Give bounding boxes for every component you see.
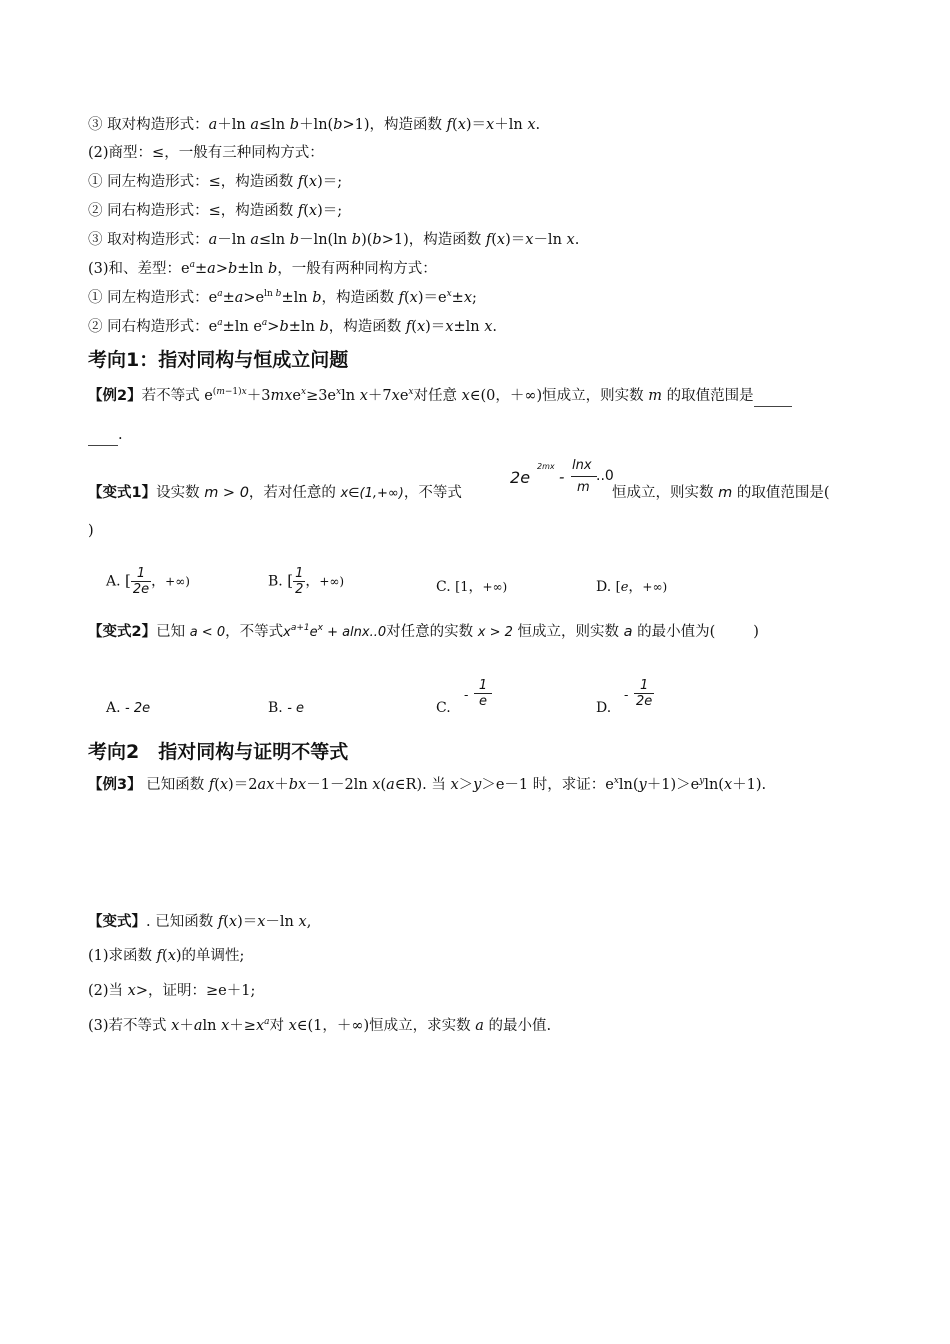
option-a[interactable]: A. [ $\frac{1}{2e}$ ，+∞) xyxy=(106,566,190,597)
example-3: 【例3】 已知函数 f(x)＝2ax＋bx－1－2ln x(a∈R). 当 x＞y＞e－1 时，求证：$e^x\ln(y+1)>e^y\ln(x+1)$. xyxy=(88,776,767,793)
variant-tag: 【变式1】 xyxy=(88,485,157,501)
answer-blank xyxy=(88,425,118,446)
condition-x: x∈(1,+∞) xyxy=(340,486,404,501)
option-c[interactable]: C. [1，+∞) xyxy=(436,579,508,595)
variant-tag: 【变式2】 xyxy=(88,624,157,640)
example-tag: 【例3】 xyxy=(88,777,142,793)
condition-x: x > 2 xyxy=(477,625,513,640)
condition-a: a < 0 xyxy=(189,625,226,640)
text-line: ③ 取对构造形式：a－ln a≤ln b－ln(ln b)(b>1)，构造函数 f(x)＝x－ln x. xyxy=(88,232,580,248)
example-tag: 【例2】 xyxy=(88,388,142,404)
condition-m: m > 0 xyxy=(204,485,249,501)
text-line: 恒成立，则实数 m 的取值范围是( xyxy=(612,485,830,501)
variant-2: 【变式2】已知 a < 0，不等式$x^{a+1}e^x + alnx..0$对任意的实数 x > 2 恒成立，则实数 a 的最小值为( ) xyxy=(88,623,759,640)
inequality-formula: $x^{a+1}e^x + alnx..0$ xyxy=(283,623,387,640)
option-a[interactable]: A. - 2e xyxy=(106,700,151,716)
variant-1: 【变式1】设实数 m > 0，若对任意的 x∈(1,+∞)，不等式 xyxy=(88,485,462,501)
option-b[interactable]: B. - e xyxy=(268,700,305,716)
variant-tag: 【变式】 xyxy=(88,914,146,930)
example-2: 【例2】若不等式 $e^{(m-1)x}+3mxe^x\ge 3e^x\ln$ $x+7xe^x$对任意 x∈(0，＋∞)恒成立，则实数 m 的取值范围是 xyxy=(88,386,792,407)
section-heading: 考向1：指对同构与恒成立问题 xyxy=(88,349,349,371)
inequality-formula: 2e 2mx - lnx m ..0 xyxy=(510,458,614,495)
option-d[interactable]: D. [e，+∞) xyxy=(596,579,668,595)
option-b[interactable]: B. [ $\frac{1}{2}$ ，+∞) xyxy=(268,566,345,597)
variant-3: 【变式】. 已知函数 f(x)＝x－ln x, xyxy=(88,914,312,930)
text-line: ② 同右构造形式：$e^a\pm\ln$ $e^a>b\pm\ln$ b，构造函数 f(x)＝x±ln x. xyxy=(88,318,498,335)
section-heading: 考向2 指对同构与证明不等式 xyxy=(88,741,349,763)
answer-blank xyxy=(754,386,792,407)
text-line: ② 同右构造形式：≤，构造函数 f(x)＝; xyxy=(88,203,343,219)
text-line: ① 同左构造形式：≤，构造函数 f(x)＝; xyxy=(88,174,343,190)
text-line: ) xyxy=(88,523,94,539)
text-line: ③ 取对构造形式：a＋ln a≤ln b＋ln(b>1)，构造函数 f(x)＝x＋ln x. xyxy=(88,117,541,133)
list-item: (3)若不等式 x＋aln $x+\ge x^a$对 x∈(1，＋∞)恒成立，求实数 a 的最小值. xyxy=(88,1017,552,1034)
list-item: (1)求函数 f(x)的单调性; xyxy=(88,948,245,964)
text-line: ① 同左构造形式：$e^a\pm a>e^{ln b}\pm\ln$ b，构造函数 $f(x)=e^x\pm x$; xyxy=(88,289,477,306)
list-item: (2)当 x>，证明：≥e＋1; xyxy=(88,983,256,999)
text-line: (2)商型：≤，一般有三种同构方式： xyxy=(88,145,324,161)
text-line: . xyxy=(88,425,123,446)
text-line: (3)和、差型：$e^a\pm a>b\pm\ln$ b，一般有两种同构方式： xyxy=(88,260,437,277)
